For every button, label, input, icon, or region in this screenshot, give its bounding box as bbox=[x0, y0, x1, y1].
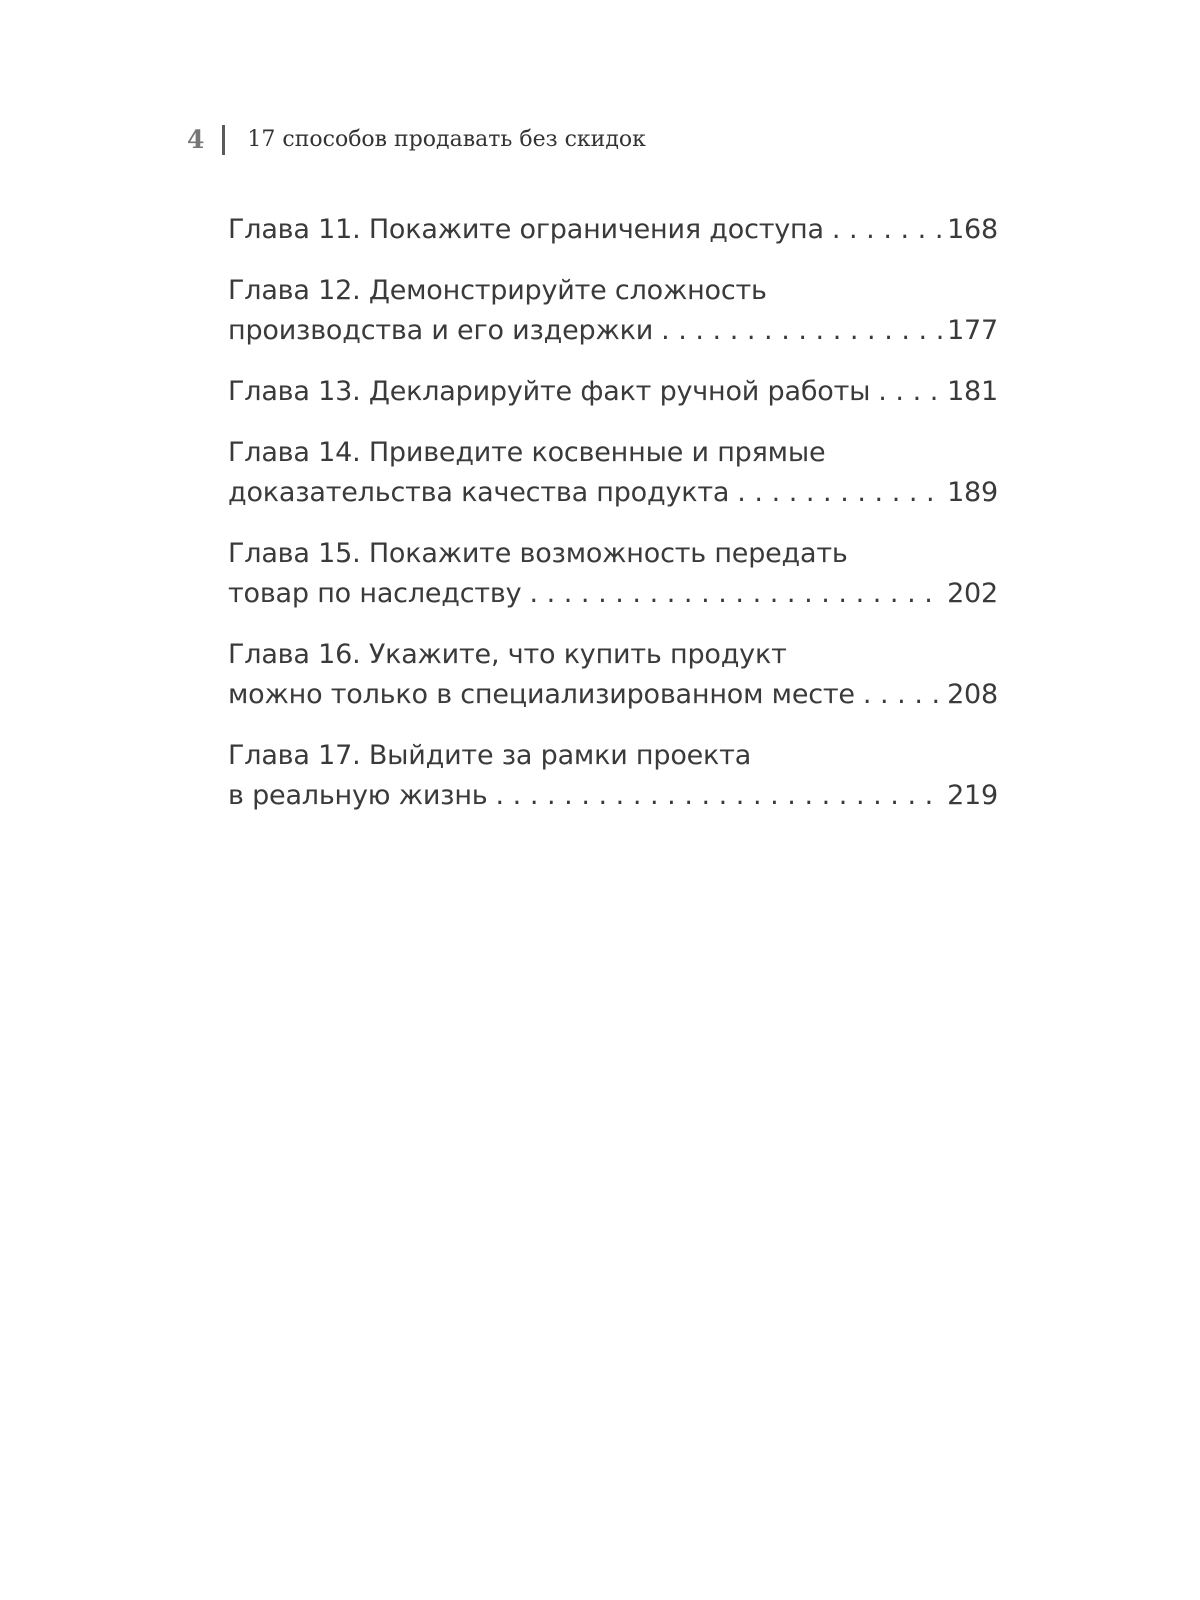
toc-entry-title: Глава 14. Приведите косвенные и прямые bbox=[228, 437, 826, 468]
toc-entry-title: Глава 13. Декларируйте факт ручной работы bbox=[228, 376, 871, 407]
dot-leader bbox=[832, 210, 943, 250]
toc-entry-title-continued: производства и его издержки bbox=[228, 315, 654, 346]
dot-leader bbox=[863, 675, 943, 715]
toc-entry-line bbox=[228, 311, 998, 351]
toc-entry-line bbox=[228, 675, 998, 715]
dot-leader bbox=[878, 372, 943, 412]
toc-entry-title-continued: товар по наследству bbox=[228, 578, 522, 609]
dot-leader bbox=[496, 776, 944, 816]
toc-entry-chapter-16[interactable] bbox=[228, 635, 998, 715]
toc-entry-chapter-12[interactable] bbox=[228, 271, 998, 351]
toc-entry-title: Глава 16. Укажите, что купить продукт bbox=[228, 639, 787, 670]
toc-page-number: 168 bbox=[947, 214, 998, 245]
toc-entry-line bbox=[228, 574, 998, 614]
running-head bbox=[187, 122, 646, 158]
toc-entry-chapter-15[interactable] bbox=[228, 534, 998, 614]
toc-entry-title-continued: в реальную жизнь bbox=[228, 780, 488, 811]
toc-entry-chapter-14[interactable] bbox=[228, 433, 998, 513]
toc-entry-title: Глава 17. Выйдите за рамки проекта bbox=[228, 740, 752, 771]
toc-entry-title-continued: можно только в специализированном месте bbox=[228, 679, 855, 710]
table-of-contents bbox=[228, 210, 998, 837]
dot-leader bbox=[737, 473, 943, 513]
toc-entry-line bbox=[228, 473, 998, 513]
toc-entry-chapter-13[interactable] bbox=[228, 372, 998, 412]
page-number: 4 bbox=[187, 125, 205, 154]
toc-entry-title-continued: доказательства качества продукта bbox=[228, 477, 730, 508]
toc-entry-title: Глава 12. Демонстрируйте сложность bbox=[228, 275, 767, 306]
toc-page-number: 202 bbox=[947, 578, 998, 609]
toc-entry-line bbox=[228, 210, 998, 250]
toc-page-number: 208 bbox=[947, 679, 998, 710]
header-divider bbox=[222, 125, 225, 155]
toc-page-number: 219 bbox=[947, 780, 998, 811]
toc-entry-chapter-11[interactable] bbox=[228, 210, 998, 250]
toc-page-number: 189 bbox=[947, 477, 998, 508]
toc-page-number: 177 bbox=[947, 315, 998, 346]
toc-entry-line bbox=[228, 776, 998, 816]
book-title: 17 способов продавать без скидок bbox=[247, 127, 646, 152]
toc-entry-chapter-17[interactable] bbox=[228, 736, 998, 816]
toc-entry-title: Глава 15. Покажите возможность передать bbox=[228, 538, 848, 569]
toc-entry-line bbox=[228, 372, 998, 412]
dot-leader bbox=[661, 311, 943, 351]
dot-leader bbox=[529, 574, 943, 614]
toc-entry-title: Глава 11. Покажите ограничения доступа bbox=[228, 214, 824, 245]
toc-page-number: 181 bbox=[947, 376, 998, 407]
